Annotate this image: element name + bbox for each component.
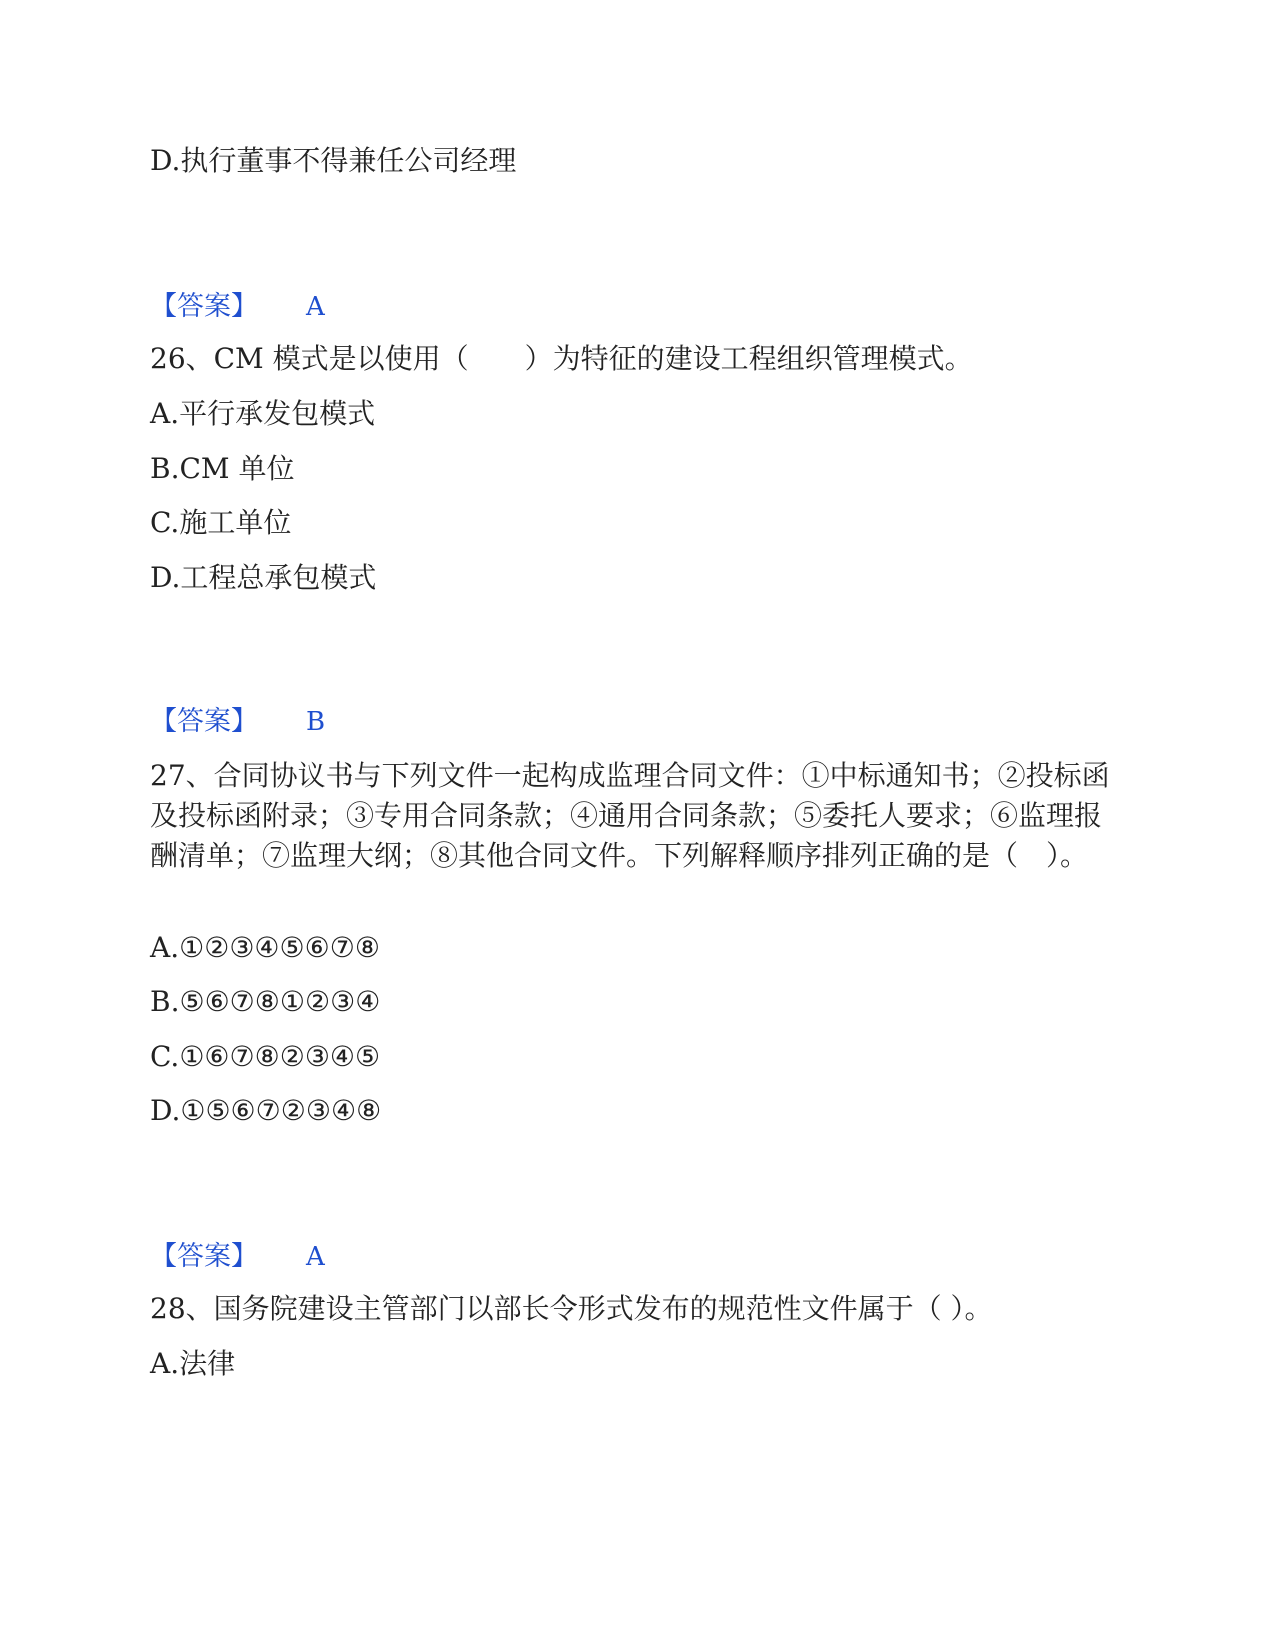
q28-option-a: A.法律 xyxy=(150,1347,236,1380)
q27-option-b: B.⑤⑥⑦⑧①②③④ xyxy=(150,985,381,1018)
q27-option-a: A.①②③④⑤⑥⑦⑧ xyxy=(150,931,380,964)
q27-stem: 27、合同协议书与下列文件一起构成监理合同文件：①中标通知书；②投标函及投标函附录；③专用合同条款；④通用合同条款；⑤委托人要求；⑥监理报酬清单；⑦监理大纲；⑧其他合同文件。下列解释顺序排列正确的是（ ）。 xyxy=(150,759,1110,872)
q26-option-b: B.CM 单位 xyxy=(150,452,295,485)
answer-26 xyxy=(150,703,325,740)
answer-25 xyxy=(150,288,325,325)
q27-option-d: D.①⑤⑥⑦②③④⑧ xyxy=(150,1094,382,1127)
q25-option-d: D.执行董事不得兼任公司经理 xyxy=(150,144,517,177)
answer-label: 【答案】 xyxy=(150,1241,258,1272)
q28-stem: 28、国务院建设主管部门以部长令形式发布的规范性文件属于（ ）。 xyxy=(150,1292,993,1325)
answer-value: A xyxy=(306,1242,325,1272)
answer-value: A xyxy=(306,292,325,322)
q26-option-d: D.工程总承包模式 xyxy=(150,561,377,594)
answer-value: B xyxy=(306,707,326,737)
answer-27 xyxy=(150,1238,325,1275)
q26-stem: 26、CM 模式是以使用（ ）为特征的建设工程组织管理模式。 xyxy=(150,342,973,375)
q27-option-c: C.①⑥⑦⑧②③④⑤ xyxy=(150,1040,381,1073)
q26-option-c: C.施工单位 xyxy=(150,506,292,539)
q26-option-a: A.平行承发包模式 xyxy=(150,397,376,430)
answer-label: 【答案】 xyxy=(150,291,258,322)
answer-label: 【答案】 xyxy=(150,706,258,737)
